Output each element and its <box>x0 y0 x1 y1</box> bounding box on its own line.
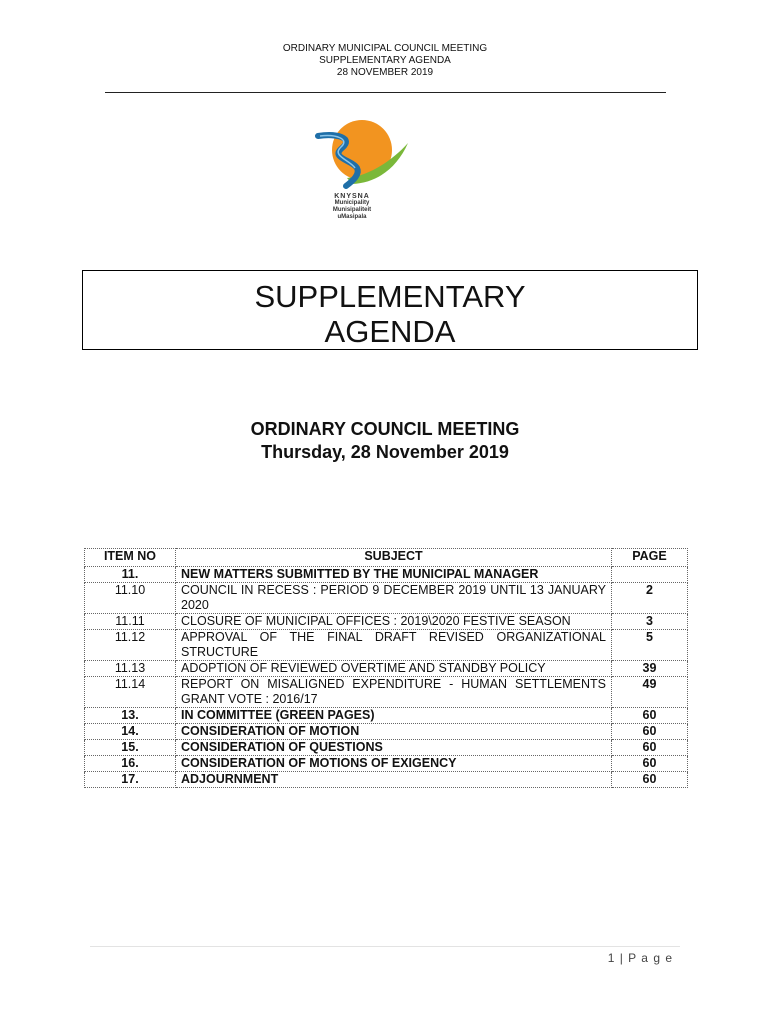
item-subject: COUNCIL IN RECESS : PERIOD 9 DECEMBER 2019 UNTIL 13 JANUARY 2020 <box>176 583 612 614</box>
item-page: 60 <box>612 740 688 756</box>
column-header-subject: SUBJECT <box>176 549 612 567</box>
item-page: 49 <box>612 677 688 708</box>
item-subject: NEW MATTERS SUBMITTED BY THE MUNICIPAL MANAGER <box>176 567 612 583</box>
logo-line-3: uMasipala <box>337 214 367 220</box>
table-row <box>85 772 688 788</box>
item-number: 11. <box>85 567 176 583</box>
table-row <box>85 677 688 708</box>
item-subject: IN COMMITTEE (GREEN PAGES) <box>176 708 612 724</box>
header-line-3: 28 NOVEMBER 2019 <box>336 67 434 78</box>
item-page: 5 <box>612 630 688 661</box>
item-subject: CLOSURE OF MUNICIPAL OFFICES : 2019\2020 FESTIVE SEASON <box>176 614 612 630</box>
item-page: 60 <box>612 772 688 788</box>
title-box <box>82 270 698 350</box>
item-page <box>612 567 688 583</box>
item-subject: REPORT ON MISALIGNED EXPENDITURE - HUMAN SETTLEMENTS GRANT VOTE : 2016/17 <box>176 677 612 708</box>
column-header-page: PAGE <box>612 549 688 567</box>
item-page: 60 <box>612 724 688 740</box>
item-number: 11.10 <box>85 583 176 614</box>
item-number: 11.13 <box>85 661 176 677</box>
meeting-date: Thursday, 28 November 2019 <box>261 442 509 462</box>
header-line-2: SUPPLEMENTARY AGENDA <box>319 55 451 66</box>
item-number: 13. <box>85 708 176 724</box>
footer-divider <box>90 946 680 947</box>
item-number: 17. <box>85 772 176 788</box>
item-page: 60 <box>612 708 688 724</box>
page-number: 1 <box>607 951 616 965</box>
agenda-table <box>84 548 688 788</box>
page-footer <box>608 951 673 965</box>
table-row <box>85 661 688 677</box>
item-number: 15. <box>85 740 176 756</box>
item-subject: APPROVAL OF THE FINAL DRAFT REVISED ORGANIZATIONAL STRUCTURE <box>176 630 612 661</box>
logo-line-2: Munisipaliteit <box>332 207 372 213</box>
item-subject: CONSIDERATION OF MOTION <box>176 724 612 740</box>
table-row <box>85 583 688 614</box>
item-page: 60 <box>612 756 688 772</box>
item-page: 39 <box>612 661 688 677</box>
table-row <box>85 614 688 630</box>
item-number: 11.14 <box>85 677 176 708</box>
table-row <box>85 708 688 724</box>
table-row <box>85 740 688 756</box>
page-label: | P a g e <box>619 951 673 965</box>
logo-caption <box>312 193 392 221</box>
item-page: 3 <box>612 614 688 630</box>
item-page: 2 <box>612 583 688 614</box>
table-row <box>85 567 688 583</box>
item-number: 11.11 <box>85 614 176 630</box>
column-header-item: ITEM NO <box>85 549 176 567</box>
meeting-heading <box>0 418 770 464</box>
item-number: 11.12 <box>85 630 176 661</box>
table-row <box>85 724 688 740</box>
document-header <box>0 43 770 79</box>
item-subject: CONSIDERATION OF QUESTIONS <box>176 740 612 756</box>
item-subject: ADOPTION OF REVIEWED OVERTIME AND STANDBY POLICY <box>176 661 612 677</box>
item-subject: ADJOURNMENT <box>176 772 612 788</box>
item-subject: CONSIDERATION OF MOTIONS OF EXIGENCY <box>176 756 612 772</box>
table-row <box>85 756 688 772</box>
logo-brand: KNYSNA <box>334 193 370 200</box>
header-line-1: ORDINARY MUNICIPAL COUNCIL MEETING <box>282 43 488 54</box>
meeting-name: ORDINARY COUNCIL MEETING <box>250 419 520 439</box>
logo-line-1: Municipality <box>334 200 370 206</box>
title-line-1: SUPPLEMENTARY <box>254 279 526 314</box>
title-line-2: AGENDA <box>324 314 456 349</box>
table-row <box>85 630 688 661</box>
agenda-header-row <box>85 549 688 567</box>
item-number: 16. <box>85 756 176 772</box>
item-number: 14. <box>85 724 176 740</box>
header-divider <box>105 92 666 93</box>
